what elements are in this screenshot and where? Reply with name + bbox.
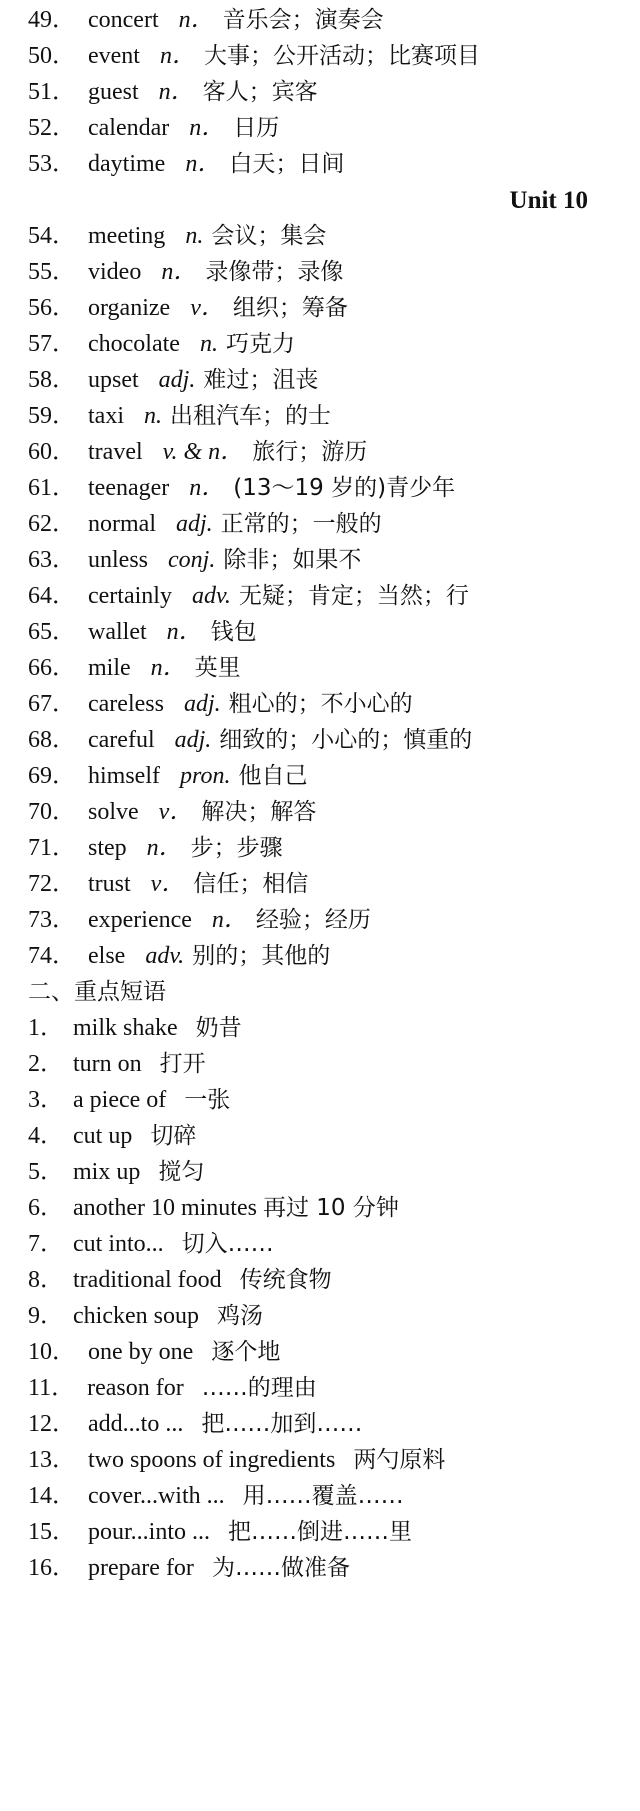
vocab-item (28, 684, 413, 725)
item-number: 12． (28, 1411, 76, 1437)
part-of-speech: adj. (174, 727, 212, 753)
item-number: 58． (28, 367, 76, 393)
vocab-item (28, 72, 318, 113)
chinese-meaning: 一张 (184, 1087, 231, 1113)
item-number: 54． (28, 223, 76, 249)
english-word: video (88, 259, 142, 285)
chinese-meaning: 传统食物 (239, 1267, 332, 1293)
part-of-speech: n． (161, 259, 198, 285)
english-word: chocolate (88, 331, 180, 357)
item-number: 16． (28, 1555, 76, 1581)
phrase-item (28, 1440, 445, 1481)
chinese-meaning: 日历 (233, 115, 280, 141)
part-of-speech: n． (211, 907, 248, 933)
part-of-speech: n． (159, 43, 196, 69)
english-phrase: milk shake (73, 1015, 178, 1041)
chinese-meaning: 搅匀 (158, 1159, 205, 1185)
vocab-item (28, 396, 331, 437)
vocab-item (28, 252, 343, 293)
chinese-meaning: 切入…… (181, 1231, 274, 1257)
item-number: 14． (28, 1483, 76, 1509)
item-number: 4． (28, 1123, 64, 1149)
chinese-meaning: 把……倒进……里 (228, 1519, 413, 1545)
chinese-meaning: 打开 (159, 1051, 206, 1077)
phrase-item (28, 1080, 230, 1121)
part-of-speech: n． (185, 151, 222, 177)
phrase-item (28, 1152, 204, 1193)
item-number: 61． (28, 475, 76, 501)
english-phrase: cut into... (73, 1231, 164, 1257)
item-number: 3． (28, 1087, 64, 1113)
item-number: 69． (28, 763, 76, 789)
chinese-meaning: 钱包 (210, 619, 257, 645)
phrase-item (28, 1548, 350, 1589)
chinese-meaning: 切碎 (150, 1123, 197, 1149)
item-number: 10． (28, 1339, 76, 1365)
chinese-meaning: 客人；宾客 (202, 79, 318, 105)
vocab-item (28, 612, 257, 653)
english-word: teenager (88, 475, 170, 501)
item-number: 1． (28, 1015, 64, 1041)
phrase-item (28, 1476, 404, 1517)
item-number: 57． (28, 331, 76, 357)
item-number: 52． (28, 115, 76, 141)
english-word: taxi (88, 403, 124, 429)
english-word: event (88, 43, 140, 69)
english-word: meeting (88, 223, 166, 249)
chinese-meaning: 解决；解答 (201, 799, 317, 825)
english-phrase: pour...into ... (88, 1519, 211, 1545)
chinese-meaning: 出租汽车；的士 (170, 403, 331, 429)
chinese-meaning: 鸡汤 (216, 1303, 263, 1329)
vocab-item (28, 432, 367, 473)
vocab-item (28, 576, 469, 617)
english-word: step (88, 835, 127, 861)
item-number: 65． (28, 619, 76, 645)
vocab-item (28, 468, 455, 509)
chinese-meaning: 除非；如果不 (223, 547, 362, 573)
part-of-speech: adj. (183, 691, 221, 717)
phrase-item (28, 1404, 362, 1445)
english-phrase: a piece of (73, 1087, 167, 1113)
phrase-item (28, 1008, 242, 1049)
part-of-speech: n. (185, 223, 204, 249)
part-of-speech: n． (189, 475, 226, 501)
part-of-speech: adj. (158, 367, 196, 393)
chinese-meaning: 巧克力 (225, 331, 295, 357)
item-number: 70． (28, 799, 76, 825)
english-word: careless (88, 691, 164, 717)
chinese-meaning: 会议；集会 (211, 223, 327, 249)
chinese-meaning: (13～19 岁的)青少年 (233, 475, 456, 501)
english-word: experience (88, 907, 192, 933)
chinese-meaning: 细致的；小心的；慎重的 (219, 727, 473, 753)
chinese-meaning: 奶昔 (195, 1015, 242, 1041)
item-number: 74． (28, 943, 76, 969)
item-number: 49． (28, 7, 76, 33)
section-heading-phrases: 二、重点短语 (28, 979, 166, 1005)
english-word: wallet (88, 619, 147, 645)
phrase-item (28, 1044, 206, 1085)
part-of-speech: n． (150, 655, 187, 681)
phrase-item (28, 1116, 196, 1157)
part-of-speech: n． (146, 835, 183, 861)
item-number: 55． (28, 259, 76, 285)
part-of-speech: v． (158, 799, 194, 825)
chinese-meaning: 正常的；一般的 (220, 511, 382, 537)
item-number: 63． (28, 547, 76, 573)
phrase-item (28, 1332, 280, 1373)
vocab-item (28, 288, 348, 329)
chinese-meaning: 粗心的；不小心的 (228, 691, 413, 717)
part-of-speech: v． (150, 871, 186, 897)
english-phrase: chicken soup (73, 1303, 199, 1329)
english-phrase: reason for (87, 1375, 184, 1401)
part-of-speech: adv. (191, 583, 231, 609)
chinese-meaning: 无疑；肯定；当然；行 (238, 583, 469, 609)
english-word: travel (88, 439, 143, 465)
chinese-meaning: 用……覆盖…… (242, 1483, 404, 1509)
item-number: 66． (28, 655, 76, 681)
chinese-meaning: 音乐会；演奏会 (222, 7, 384, 33)
phrase-item (28, 1512, 412, 1553)
english-word: certainly (88, 583, 172, 609)
chinese-meaning: 旅行；游历 (252, 439, 368, 465)
vocab-item (28, 900, 371, 941)
part-of-speech: n． (166, 619, 203, 645)
english-word: organize (88, 295, 171, 321)
english-word: careful (88, 727, 155, 753)
chinese-meaning: 大事；公开活动；比赛项目 (203, 43, 480, 69)
part-of-speech: n． (189, 115, 226, 141)
item-number: 68． (28, 727, 76, 753)
part-of-speech: v. & n． (162, 439, 245, 465)
english-word: concert (88, 7, 159, 33)
english-word: unless (88, 547, 148, 573)
part-of-speech: n． (158, 79, 195, 105)
item-number: 67． (28, 691, 76, 717)
item-number: 6． (28, 1195, 64, 1221)
vocab-item (28, 540, 361, 581)
item-number: 53． (28, 151, 76, 177)
english-word: else (88, 943, 126, 969)
item-number: 59． (28, 403, 76, 429)
chinese-meaning: 步；步骤 (190, 835, 283, 861)
vocab-item (28, 828, 283, 869)
english-word: guest (88, 79, 139, 105)
part-of-speech: adj. (175, 511, 213, 537)
vocab-item (28, 504, 382, 545)
chinese-meaning: 组织；筹备 (232, 295, 348, 321)
item-number: 64． (28, 583, 76, 609)
part-of-speech: n. (199, 331, 218, 357)
english-word: normal (88, 511, 156, 537)
item-number: 62． (28, 511, 76, 537)
chinese-meaning: 逐个地 (211, 1339, 281, 1365)
item-number: 72． (28, 871, 76, 897)
item-number: 7． (28, 1231, 64, 1257)
english-word: upset (88, 367, 139, 393)
part-of-speech: n. (144, 403, 162, 429)
phrase-item (28, 1224, 274, 1265)
vocab-item (28, 756, 307, 797)
vocab-item (28, 0, 384, 41)
english-phrase: one by one (88, 1339, 194, 1365)
item-number: 60． (28, 439, 76, 465)
english-word: daytime (88, 151, 166, 177)
vocab-item (28, 720, 472, 761)
part-of-speech: adv. (145, 943, 185, 969)
chinese-meaning: 信任；相信 (193, 871, 309, 897)
vocab-item (28, 36, 480, 77)
item-number: 50． (28, 43, 76, 69)
unit-heading: Unit 10 (509, 187, 588, 214)
item-number: 15． (28, 1519, 76, 1545)
part-of-speech: conj. (168, 547, 216, 573)
chinese-meaning: 白天；日间 (229, 151, 345, 177)
vocab-item (28, 144, 344, 185)
english-phrase: traditional food (73, 1267, 222, 1293)
item-number: 73． (28, 907, 76, 933)
vocab-item (28, 864, 308, 905)
part-of-speech: v． (190, 295, 225, 321)
chinese-meaning: 再过 10 分钟 (262, 1195, 399, 1221)
chinese-meaning: 别的；其他的 (192, 943, 331, 969)
item-number: 71． (28, 835, 76, 861)
vocab-item (28, 648, 241, 689)
item-number: 56． (28, 295, 76, 321)
english-phrase: turn on (73, 1051, 142, 1077)
english-phrase: cut up (73, 1123, 133, 1149)
vocab-item (28, 108, 279, 149)
chinese-meaning: 把……加到…… (201, 1411, 363, 1437)
chinese-meaning: 两勺原料 (353, 1447, 446, 1473)
phrase-item (28, 1296, 263, 1337)
chinese-meaning: 他自己 (238, 763, 308, 789)
chinese-meaning: 英里 (194, 655, 241, 681)
vocab-item (28, 792, 316, 833)
part-of-speech: pron. (180, 763, 231, 789)
vocab-item (28, 936, 330, 977)
vocab-item (28, 216, 326, 257)
english-word: himself (88, 763, 160, 789)
chinese-meaning: 录像带；录像 (205, 259, 344, 285)
chinese-meaning: 难过；沮丧 (203, 367, 319, 393)
english-phrase: add...to ... (88, 1411, 184, 1437)
item-number: 8． (28, 1267, 64, 1293)
english-phrase: prepare for (88, 1555, 194, 1581)
item-number: 9． (28, 1303, 64, 1329)
english-phrase: two spoons of ingredients (88, 1447, 336, 1473)
english-word: mile (88, 655, 131, 681)
item-number: 51． (28, 79, 76, 105)
english-phrase: another 10 minutes (73, 1195, 257, 1221)
vocab-item (28, 324, 295, 365)
chinese-meaning: 经验；经历 (255, 907, 371, 933)
english-word: calendar (88, 115, 170, 141)
english-phrase: mix up (73, 1159, 141, 1185)
english-word: trust (88, 871, 131, 897)
english-word: solve (88, 799, 139, 825)
phrase-item (28, 1368, 317, 1409)
phrase-item (28, 1260, 332, 1301)
chinese-meaning: 为……做准备 (211, 1555, 350, 1581)
item-number: 13． (28, 1447, 76, 1473)
phrase-item (28, 1188, 399, 1229)
chinese-meaning: ……的理由 (201, 1375, 317, 1401)
item-number: 2． (28, 1051, 64, 1077)
part-of-speech: n． (178, 7, 215, 33)
vocab-item (28, 360, 318, 401)
english-phrase: cover...with ... (88, 1483, 225, 1509)
item-number: 11． (28, 1375, 76, 1401)
item-number: 5． (28, 1159, 64, 1185)
